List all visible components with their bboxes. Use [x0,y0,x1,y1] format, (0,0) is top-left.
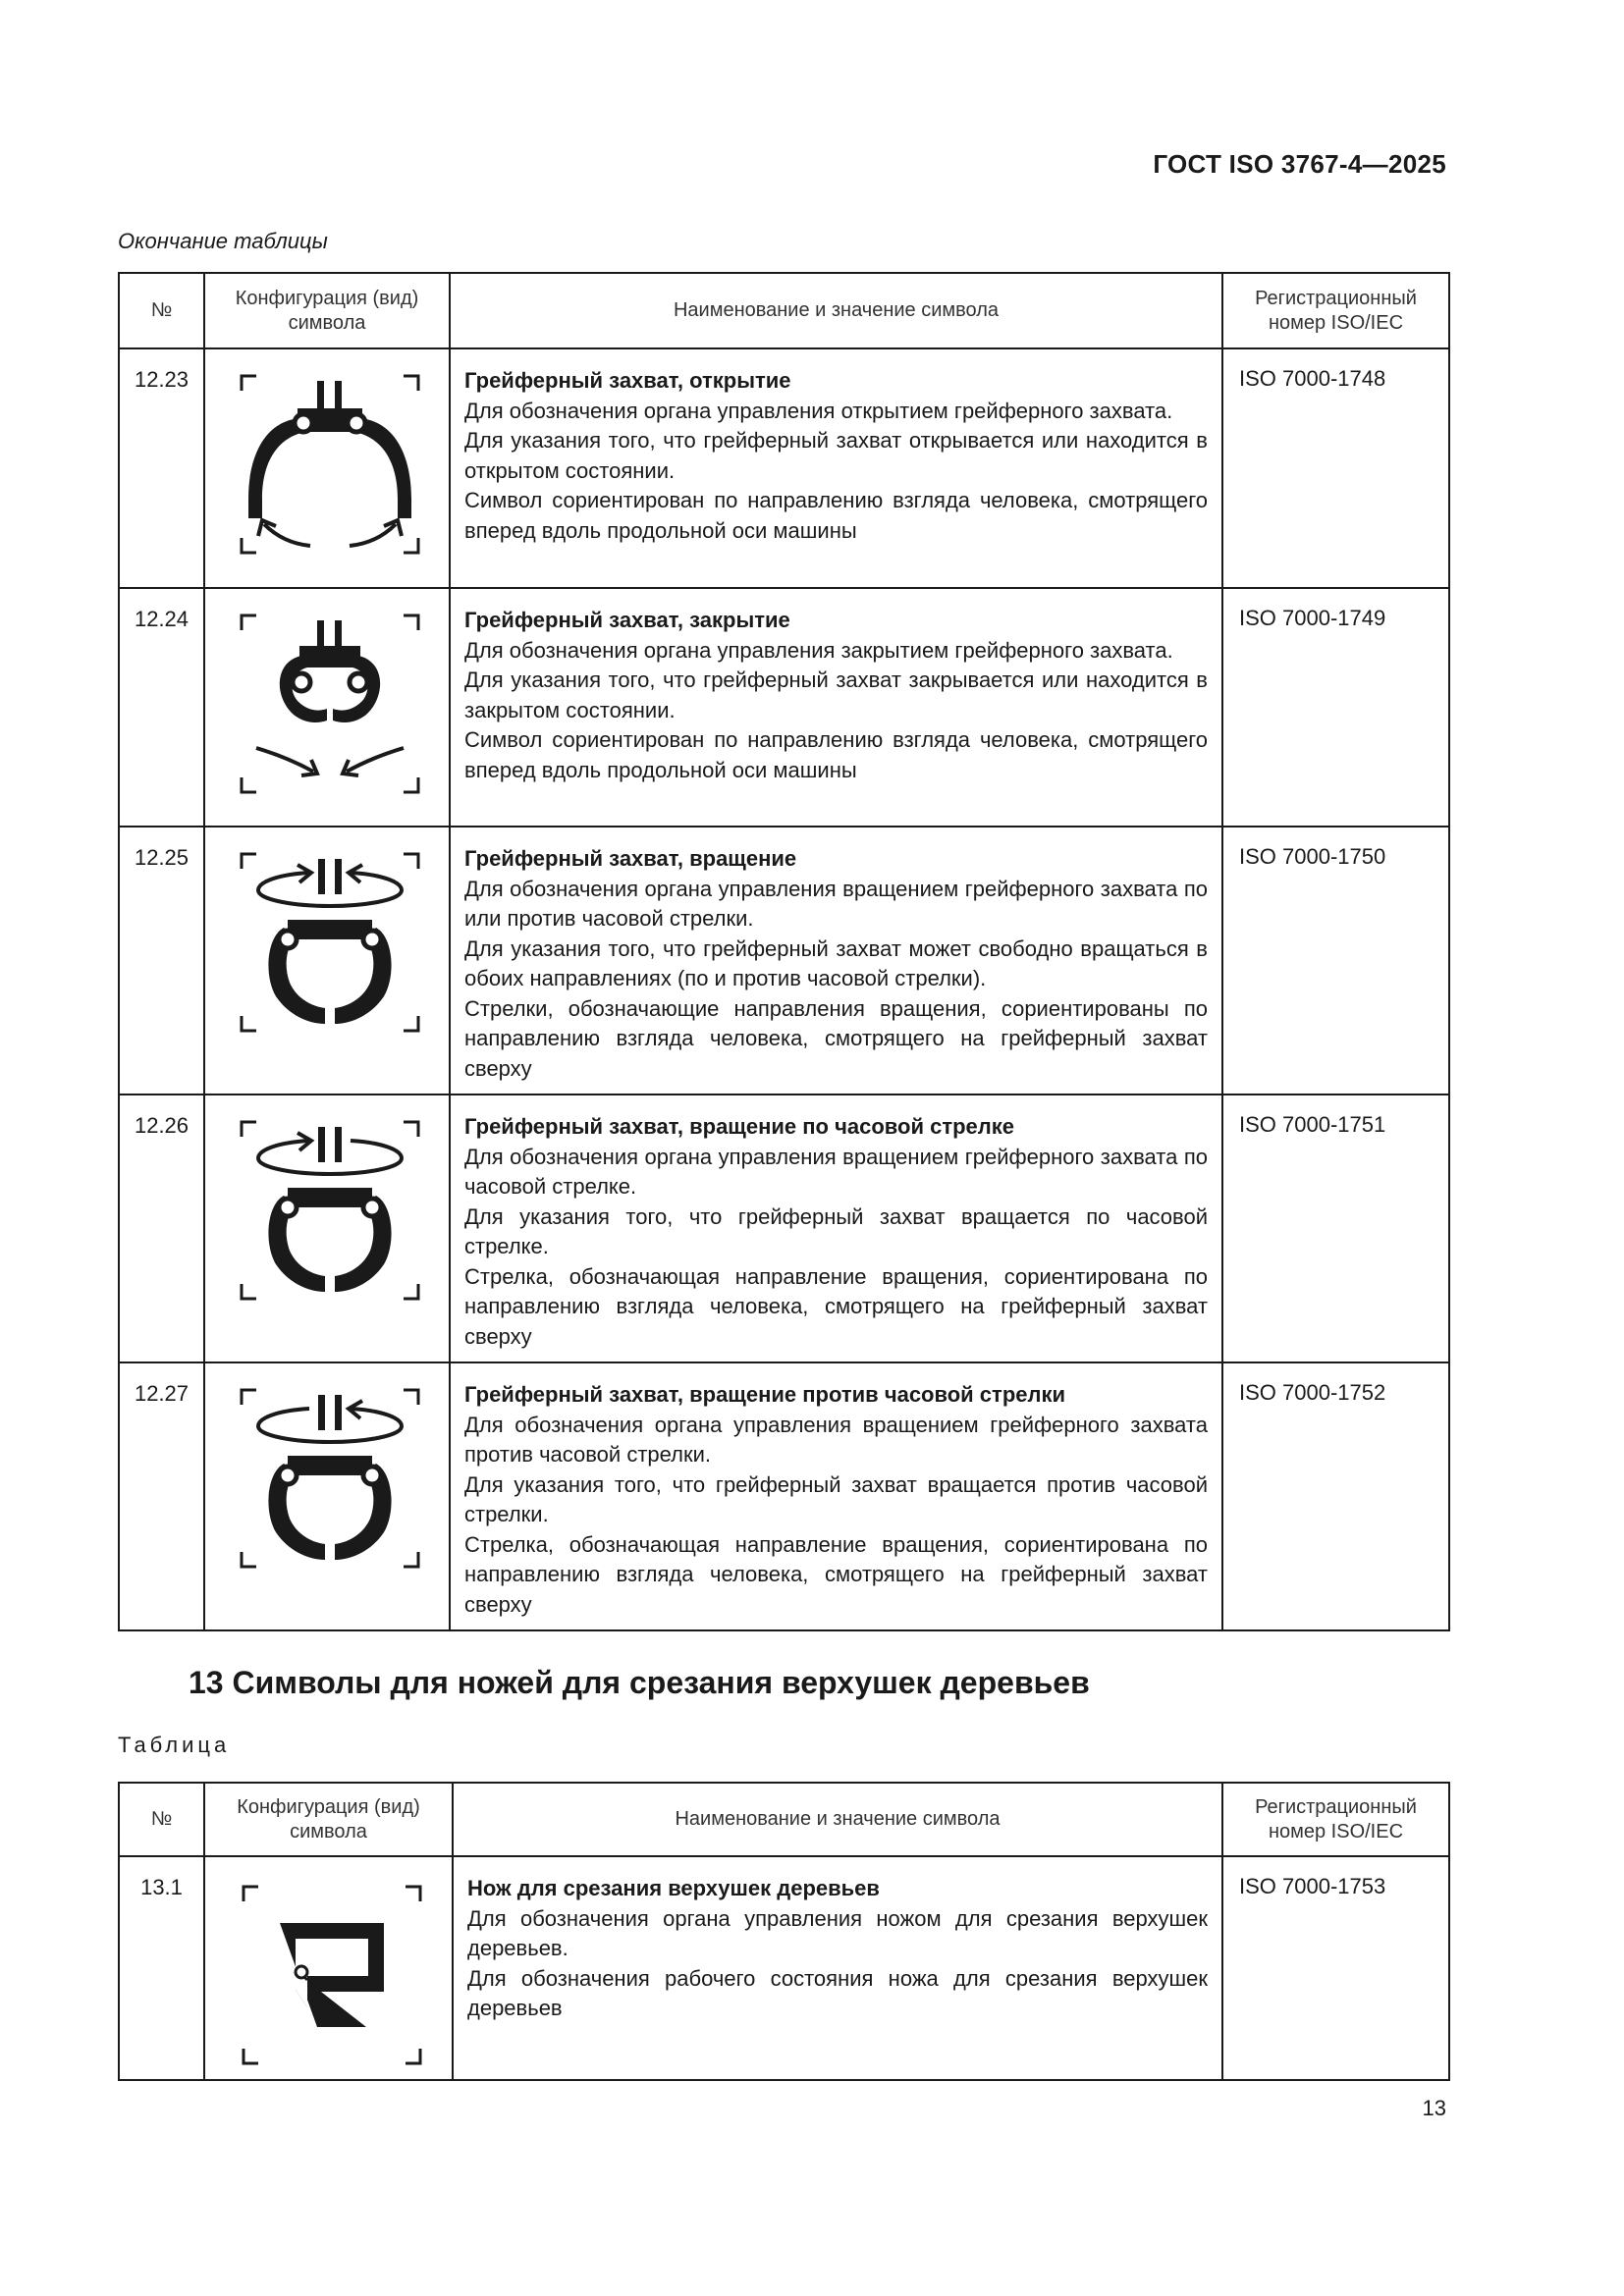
symbol-cell [204,1362,450,1630]
description-paragraph: Для обозначения органа управления ножом для срезания верхушек деревьев. [467,1905,1208,1960]
table-row [119,1856,1449,2080]
registration-number: ISO 7000-1750 [1222,827,1449,1095]
tree-topper-knife-icon [239,1882,425,2068]
description-paragraph: Для обозначения органа управления вращением грейферного захвата по или против часовой стрелки. [464,876,1208,931]
table-header-row [119,1783,1449,1856]
description-paragraph: Для обозначения органа управления открытием грейферного захвата. [464,398,1173,423]
symbol-description [450,1362,1222,1630]
description-paragraph: Для обозначения рабочего состояния ножа для срезания верхушек деревьев [467,1965,1208,2020]
symbol-title: Грейферный захват, открытие [464,368,791,393]
symbol-description [450,588,1222,827]
description-paragraph: Символ сориентирован по направлению взгляда человека, смотрящего вперед вдоль продольной оси машины [464,488,1208,543]
table-header-row [119,273,1449,348]
symbol-description [453,1856,1222,2080]
symbol-cell [204,1095,450,1362]
column-header-number: № [119,273,204,348]
description-paragraph: Символ сориентирован по направлению взгляда человека, смотрящего вперед вдоль продольной оси машины [464,727,1208,782]
description-paragraph: Стрелки, обозначающие направления вращения, сориентированы по направлению взгляда человека, смотрящего на грейферный захват сверху [464,995,1208,1081]
symbol-title: Грейферный захват, вращение по часовой стрелке [464,1114,1015,1139]
symbol-title: Грейферный захват, закрытие [464,608,790,632]
symbol-cell [204,348,450,588]
symbol-title: Грейферный захват, вращение [464,846,797,871]
description-paragraph: Для указания того, что грейферный захват вращается по часовой стрелке. [464,1203,1208,1258]
table-row [119,827,1449,1095]
description-paragraph: Стрелка, обозначающая направление вращения, сориентирована по направлению взгляда человека, смотрящего на грейферный захват сверху [464,1263,1208,1349]
symbol-description [450,348,1222,588]
table-row [119,1362,1449,1630]
registration-number: ISO 7000-1751 [1222,1095,1449,1362]
description-paragraph: Для указания того, что грейферный захват может свободно вращаться в обоих направлениях (по и против часовой стрелки). [464,935,1208,990]
row-number: 12.27 [119,1362,204,1630]
column-header-name-meaning: Наименование и значение символа [450,273,1222,348]
document-id: ГОСТ ISO 3767-4—2025 [1153,149,1446,179]
symbol-title: Нож для срезания верхушек деревьев [467,1876,880,1900]
column-header-configuration: Конфигурация (вид) символа [204,1783,453,1856]
column-header-number: № [119,1783,204,1856]
grab-rotate-clockwise-icon [237,1117,423,1304]
table-row [119,1095,1449,1362]
column-header-name-meaning: Наименование и значение символа [453,1783,1222,1856]
registration-number: ISO 7000-1749 [1222,588,1449,827]
registration-number: ISO 7000-1753 [1222,1856,1449,2080]
row-number: 12.25 [119,827,204,1095]
description-paragraph: Для обозначения органа управления вращением грейферного захвата против часовой стрелки. [464,1412,1208,1467]
symbols-table-13 [118,1782,1450,2081]
row-number: 13.1 [119,1856,204,2080]
grab-rotate-counterclockwise-icon [237,1385,423,1572]
table-row [119,348,1449,588]
description-paragraph: Для указания того, что грейферный захват открывается или находится в открытом состоянии. [464,428,1208,483]
grab-rotate-icon [237,849,423,1036]
description-paragraph: Для обозначения органа управления вращением грейферного захвата по часовой стрелке. [464,1144,1208,1199]
description-paragraph: Стрелка, обозначающая направление вращения, сориентирована по направлению взгляда человека, смотрящего на грейферный захват сверху [464,1531,1208,1617]
symbol-title: Грейферный захват, вращение против часовой стрелки [464,1382,1066,1407]
table-caption: Таблица [118,1733,231,1757]
column-header-registration: Регистрационный номер ISO/IEC [1222,273,1449,348]
description-paragraph: Для обозначения органа управления закрытием грейферного захвата. [464,637,1173,663]
registration-number: ISO 7000-1752 [1222,1362,1449,1630]
table-continuation-caption: Окончание таблицы [118,229,328,253]
column-header-registration: Регистрационный номер ISO/IEC [1222,1783,1449,1856]
grab-open-icon [237,371,423,558]
symbol-description [450,1095,1222,1362]
page-number: 13 [1422,2096,1446,2120]
description-paragraph: Для указания того, что грейферный захват вращается против часовой стрелки. [464,1471,1208,1526]
symbol-description [450,827,1222,1095]
symbol-cell [204,827,450,1095]
column-header-configuration: Конфигурация (вид) символа [204,273,450,348]
row-number: 12.24 [119,588,204,827]
row-number: 12.23 [119,348,204,588]
description-paragraph: Для указания того, что грейферный захват закрывается или находится в закрытом состоянии. [464,667,1208,722]
table-row [119,588,1449,827]
symbol-cell [204,1856,453,2080]
grab-close-icon [237,611,423,797]
section-heading: 13 Символы для ножей для срезания верхушек деревьев [189,1665,1090,1700]
symbol-cell [204,588,450,827]
registration-number: ISO 7000-1748 [1222,348,1449,588]
row-number: 12.26 [119,1095,204,1362]
symbols-table-12 [118,272,1450,1631]
